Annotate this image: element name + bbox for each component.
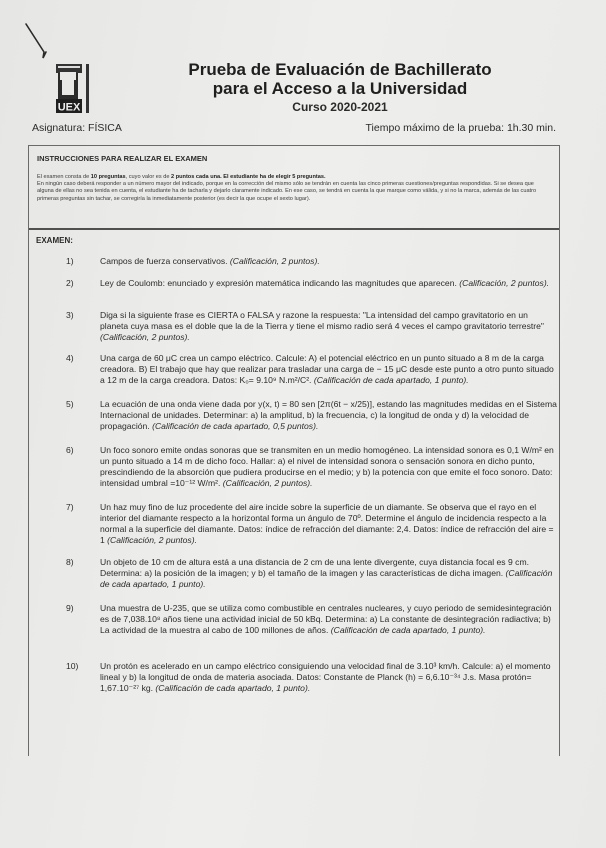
question-number: 3) bbox=[66, 310, 74, 320]
exam-label: EXAMEN: bbox=[36, 236, 73, 245]
question-4 bbox=[66, 353, 558, 386]
title-line-1: Prueba de Evaluación de Bachillerato bbox=[188, 60, 492, 79]
question-number: 8) bbox=[66, 557, 74, 567]
question-1 bbox=[66, 256, 558, 267]
question-text: La ecuación de una onda viene dada por y(x, t) = 80 sen [2π(6t − x/25)], estando las magnitudes medidas en el Sistema Internacional de unidades. Determinar: a) la amplitud, b) la frecuencia, c) la longitud de onda y d) la velocidad de propagación. bbox=[100, 399, 557, 431]
question-9 bbox=[66, 603, 558, 636]
question-grade: (Calificación de cada apartado, 0,5 puntos). bbox=[152, 421, 319, 431]
question-number: 6) bbox=[66, 445, 74, 455]
instr-p1-b: 10 preguntas bbox=[90, 174, 126, 180]
exam-header bbox=[150, 60, 530, 114]
question-3 bbox=[66, 310, 558, 343]
question-text: Una muestra de U-235, que se utiliza como combustible en centrales nucleares, y cuyo periodo de semidesintegración es de 7,038.10⁸ años tiene una actividad inicial de 50 kBq. Determina: a) La constante de desintegración radiactiva; b) La actividad de la muestra al cabo de 100 millones de años. bbox=[100, 603, 552, 635]
subject-label: Asignatura: FÍSICA bbox=[32, 122, 122, 134]
time-limit-label: Tiempo máximo de la prueba: 1h.30 min. bbox=[365, 122, 556, 134]
uex-logo-icon bbox=[52, 62, 96, 114]
instructions-paragraph-1 bbox=[37, 174, 551, 181]
question-text: Un foco sonoro emite ondas sonoras que se transmiten en un medio homogéneo. La intensidad sonora es 0,1 W/m² en un punto situado a 14 m de dicho foco. Hallar: a) el nivel de intensidad sonora o sensación sonora en dicho punto, prescindiendo de la absorción que pudiera producirse en el medio; y b) la potencia con que emite el foco sonoro. Dato: intensidad umbral =10⁻¹² W/m². bbox=[100, 445, 554, 488]
question-text: Diga si la siguiente frase es CIERTA o FALSA y razone la respuesta: "La intensidad del campo gravitatorio en un planeta cuya masa es el doble que la de la Tierra y tiene el mismo radio será 4 veces el campo gravitatorio terrestre" bbox=[100, 310, 544, 331]
instructions-body bbox=[37, 174, 551, 203]
question-grade: (Calificación, 2 puntos). bbox=[222, 478, 313, 488]
question-number: 7) bbox=[66, 502, 74, 512]
instructions-box bbox=[28, 145, 560, 230]
question-grade: (Calificación de cada apartado, 1 punto). bbox=[100, 568, 553, 589]
instructions-title: INSTRUCCIONES PARA REALIZAR EL EXAMEN bbox=[37, 154, 208, 163]
question-text: Un protón es acelerado en un campo eléctrico consiguiendo una velocidad final de 3.10³ km/h. Calcule: a) el momento lineal y b) la longitud de onda de materia asociada. Datos: Constante de Planck (h) = 6,6.10⁻³⁴ J.s. Masa protón= 1,67.10⁻²⁷ kg. bbox=[100, 661, 551, 693]
instr-p1-d: 2 puntos cada una. El estudiante ha de elegir 5 preguntas. bbox=[171, 174, 326, 180]
instr-p1-c: , cuyo valor es de bbox=[125, 174, 172, 180]
question-text: Un haz muy fino de luz procedente del aire incide sobre la superficie de un diamante. Se observa que el rayo en el interior del diamante respecto a la horizontal forma un ángulo de 70º. Determine el ángulo de incidencia respecto a la normal a la superficie del diamante. Datos: índice de refracción del diamante: 2,4. Datos: índice de refracción del aire = 1 bbox=[100, 502, 554, 545]
question-number: 4) bbox=[66, 353, 74, 363]
course-year: Curso 2020-2021 bbox=[292, 100, 388, 114]
question-number: 1) bbox=[66, 256, 74, 266]
question-10 bbox=[66, 661, 558, 694]
question-number: 10) bbox=[66, 661, 79, 671]
question-8 bbox=[66, 557, 558, 590]
question-2 bbox=[66, 278, 558, 289]
instructions-paragraph-2: En ningún caso deberá responder a un número mayor del indicado, porque en la corrección del mismo sólo se tendrán en cuenta las cinco primeras cuestiones/preguntas respondidas. Si se desea que alguna de ellas no sea tenida en cuenta, el estudiante ha de tacharla y dejarlo claramente indicado. En ese caso, se tendrá en cuenta la que marque como válida, y si no la marca, además de las cuatro primeras preguntas sin tachar, se corregiría la inmediatamente posterior (es decir la que ocupe el sexto lugar). bbox=[37, 181, 537, 202]
title-line-2: para el Acceso a la Universidad bbox=[212, 79, 468, 98]
question-grade: (Calificación de cada apartado, 1 punto). bbox=[155, 683, 311, 693]
question-grade: (Calificación, 2 puntos). bbox=[107, 535, 197, 545]
question-number: 5) bbox=[66, 399, 74, 409]
question-number: 2) bbox=[66, 278, 74, 288]
question-grade: (Calificación, 2 puntos). bbox=[100, 332, 190, 342]
question-number: 9) bbox=[66, 603, 74, 613]
question-7 bbox=[66, 502, 558, 546]
question-6 bbox=[66, 445, 558, 489]
question-grade: (Calificación de cada apartado, 1 punto). bbox=[330, 625, 486, 635]
instr-p1-a: El examen consta de bbox=[37, 174, 91, 180]
question-grade: (Calificación de cada apartado, 1 punto). bbox=[313, 375, 469, 385]
question-text: Campos de fuerza conservativos. bbox=[100, 256, 230, 266]
question-text: Un objeto de 10 cm de altura está a una distancia de 2 cm de una lente divergente, cuya distancia focal es 9 cm. Determina: a) la posición de la imagen; y b) el tamaño de la imagen y las características de dicha imagen. bbox=[100, 557, 529, 578]
logo-text: UEX bbox=[57, 101, 81, 114]
question-text: Una carga de 60 μC crea un campo eléctrico. Calcule: A) el potencial eléctrico en un punto situado a 8 m de la carga creadora. B) El trabajo que hay que realizar para trasladar una carga de − 15 μC desde este punto a otro punto situado a 12 m de la carga creadora. Datos: K₀= 9.10⁹ N.m²/C². bbox=[100, 353, 554, 385]
question-text: Ley de Coulomb: enunciado y expresión matemática indicando las magnitudes que aparecen. bbox=[100, 278, 460, 288]
question-grade: (Calificación, 2 puntos). bbox=[229, 256, 320, 266]
pen-stroke-mark bbox=[24, 22, 54, 60]
question-5 bbox=[66, 399, 558, 432]
question-grade: (Calificación, 2 puntos). bbox=[459, 278, 550, 288]
